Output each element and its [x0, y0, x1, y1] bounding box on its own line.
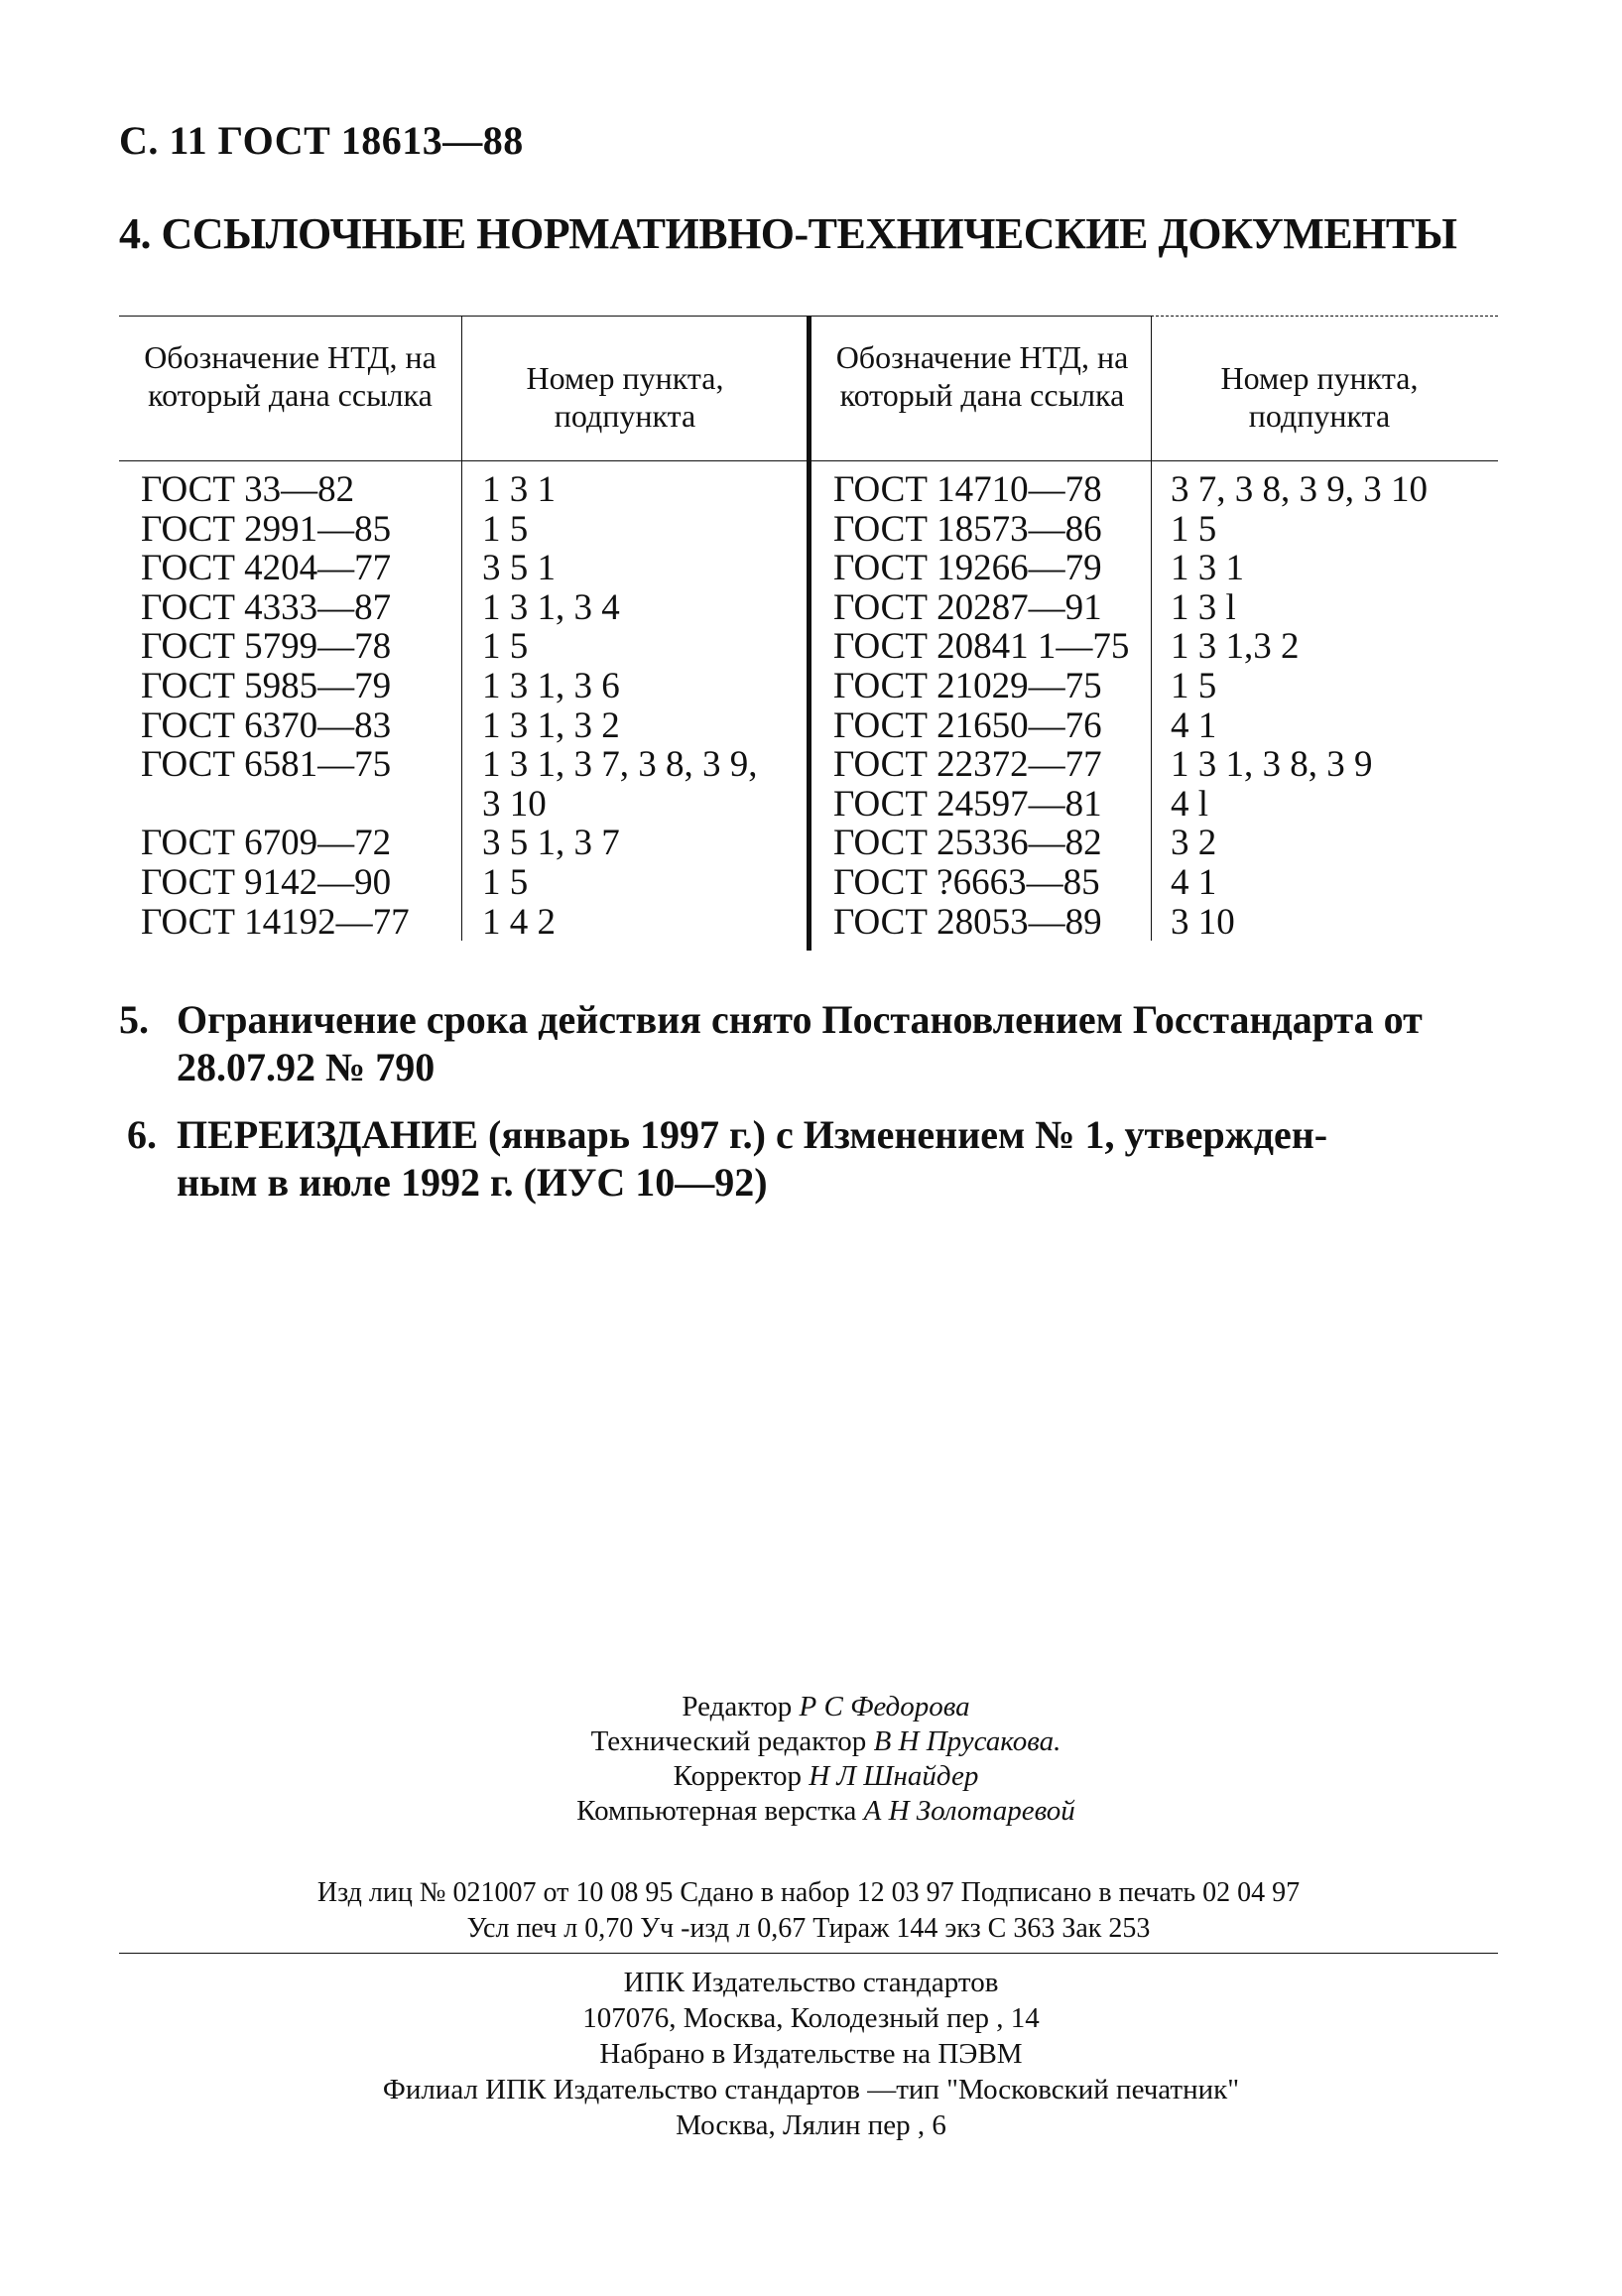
credit-role: Редактор	[682, 1691, 793, 1722]
table-cell: ГОСТ 20287—91	[833, 586, 1102, 628]
table-cell: ГОСТ 20841 1—75	[833, 626, 1130, 668]
table-cell: ГОСТ 21650—76	[833, 704, 1102, 746]
table-cell: 1 3 1, 3 8, 3 9	[1171, 744, 1373, 786]
table-cell: ГОСТ 6581—75	[141, 744, 392, 786]
note-6	[127, 1111, 1516, 1211]
column-right-clauses	[1171, 470, 1428, 942]
publisher-line: 107076, Москва, Колодезный пер , 14	[582, 2002, 1040, 2034]
table-cell: 1 3 1	[1171, 548, 1244, 589]
publisher-block	[0, 1965, 1622, 2143]
table-cell: 3 2	[1171, 823, 1217, 864]
credit-role: Корректор	[673, 1760, 802, 1792]
table-cell: ГОСТ 21029—75	[833, 665, 1102, 706]
table-cell: 1 5	[482, 626, 529, 668]
table-cell: 3 10	[1171, 901, 1235, 943]
table-cell: 3 10	[482, 783, 547, 825]
note-line: ным в июле 1992 г. (ИУС 10—92)	[177, 1160, 768, 1205]
table-cell: 3 7, 3 8, 3 9, 3 10	[1171, 469, 1428, 510]
header-designation-right: Обозначение НТД, на который дана ссылка	[835, 339, 1129, 413]
table-cell: ГОСТ 5799—78	[141, 626, 392, 668]
imprint-line: Усл печ л 0,70 Уч -изд л 0,67 Тираж 144 экз С 363 Зак 253	[466, 1913, 1151, 1944]
note-number: 6.	[127, 1112, 157, 1157]
table-cell: 4 1	[1171, 704, 1217, 746]
column-left-docs	[141, 470, 410, 942]
credit-name: Н Л Шнайдер	[809, 1760, 979, 1792]
table-cell: 1 3 1,3 2	[1171, 626, 1300, 668]
table-cell: ГОСТ 33—82	[141, 469, 355, 510]
publisher-line: Москва, Лялин пер , 6	[676, 2109, 946, 2141]
credit-line	[0, 1690, 1622, 1724]
imprint-line: Изд лиц № 021007 от 10 08 95 Сдано в набор 12 03 97 Подписано в печать 02 04 97	[316, 1877, 1301, 1908]
section-heading: 4. ССЫЛОЧНЫЕ НОРМАТИВНО-ТЕХНИЧЕСКИЕ ДОКУМЕНТЫ	[119, 209, 1457, 258]
note-text	[177, 1111, 1516, 1207]
note-5	[119, 996, 1508, 1095]
column-divider-1	[461, 316, 462, 941]
table-top-rule	[119, 316, 1151, 317]
table-cell: ГОСТ 19266—79	[833, 548, 1102, 589]
note-text: Ограничение срока действия снято Постановлением Госстандарта от 28.07.92 № 790	[177, 997, 1423, 1089]
column-divider-center	[807, 316, 811, 951]
table-cell: ГОСТ 5985—79	[141, 665, 392, 706]
header-designation-left: Обозначение НТД, на который дана ссылка	[144, 339, 437, 413]
imprint-rule	[119, 1953, 1498, 1954]
table-cell: ГОСТ 6370—83	[141, 704, 392, 746]
table-cell: 3 5 1	[482, 548, 556, 589]
note-number: 5.	[119, 997, 149, 1042]
imprint-block	[119, 1875, 1498, 1947]
credit-role: Компьютерная верстка	[576, 1795, 857, 1827]
table-cell: ГОСТ 14192—77	[141, 901, 410, 943]
credit-role: Технический редактор	[590, 1725, 867, 1757]
credit-line	[0, 1794, 1622, 1829]
table-cell: 1 5	[1171, 508, 1217, 550]
table-cell: 1 3 1, 3 2	[482, 704, 620, 746]
table-cell: ГОСТ 14710—78	[833, 469, 1102, 510]
publisher-line: Набрано в Издательстве на ПЭВМ	[599, 2038, 1023, 2070]
table-cell: ГОСТ ?6663—85	[833, 861, 1100, 903]
table-cell: ГОСТ 28053—89	[833, 901, 1102, 943]
table-cell: 1 4 2	[482, 901, 556, 943]
table-cell: 1 3 1, 3 7, 3 8, 3 9,	[482, 744, 758, 786]
credit-line	[0, 1724, 1622, 1759]
table-cell: 1 5	[482, 861, 529, 903]
table-cell: 1 3 1, 3 4	[482, 586, 620, 628]
table-cell: ГОСТ 4204—77	[141, 548, 392, 589]
table-cell: ГОСТ 18573—86	[833, 508, 1102, 550]
credit-line	[0, 1759, 1622, 1794]
credit-name: А Н Золотаревой	[863, 1795, 1075, 1827]
table-cell: 1 3 1	[482, 469, 556, 510]
table-cell: 1 5	[482, 508, 529, 550]
table-cell: 1 3 1, 3 6	[482, 665, 620, 706]
table-cell: ГОСТ 25336—82	[833, 823, 1102, 864]
header-clause-left: Номер пункта, подпункта	[526, 360, 724, 434]
column-left-clauses	[482, 470, 758, 942]
table-cell: 1 3 l	[1171, 586, 1236, 628]
credit-name: Р С Федорова	[799, 1691, 970, 1722]
column-divider-3	[1151, 316, 1152, 941]
publisher-line: Филиал ИПК Издательство стандартов —тип "Московский печатник"	[382, 2074, 1240, 2105]
table-cell: ГОСТ 22372—77	[833, 744, 1102, 786]
table-cell: ГОСТ 24597—81	[833, 783, 1102, 825]
note-line: ПЕРЕИЗДАНИЕ (январь 1997 г.) с Изменением № 1, утвержден-	[177, 1112, 1328, 1157]
header-clause-right: Номер пункта, подпункта	[1220, 360, 1419, 434]
table-cell: 3 5 1, 3 7	[482, 823, 620, 864]
table-cell: ГОСТ 9142—90	[141, 861, 392, 903]
table-cell	[141, 785, 410, 825]
table-cell: 4 l	[1171, 783, 1209, 825]
reference-table	[119, 316, 1498, 951]
credits-block	[0, 1690, 1622, 1829]
table-cell: ГОСТ 2991—85	[141, 508, 392, 550]
column-right-docs	[833, 470, 1129, 942]
credit-name: В Н Прусакова.	[873, 1725, 1061, 1757]
table-cell: 1 5	[1171, 665, 1217, 706]
page-header: С. 11 ГОСТ 18613—88	[119, 118, 524, 163]
table-cell: ГОСТ 6709—72	[141, 823, 392, 864]
table-cell: ГОСТ 4333—87	[141, 586, 392, 628]
publisher-line: ИПК Издательство стандартов	[623, 1967, 999, 1998]
table-top-rule-dashed	[1151, 316, 1498, 317]
table-cell: 4 1	[1171, 861, 1217, 903]
